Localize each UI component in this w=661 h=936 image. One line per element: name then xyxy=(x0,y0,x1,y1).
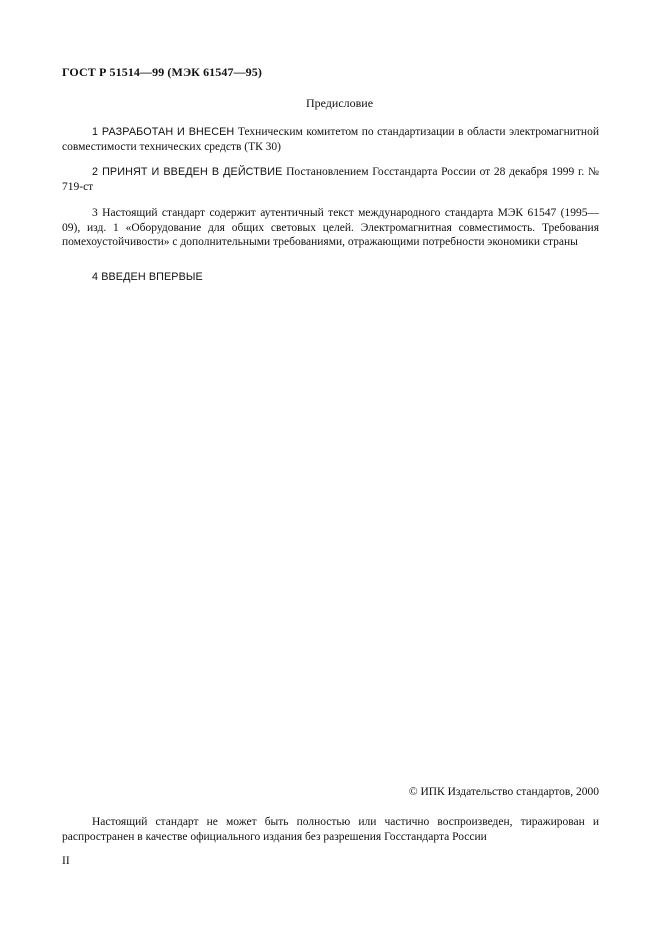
preface-item-3 xyxy=(62,206,599,250)
preface-item-4-lead: 4 ВВЕДЕН ВПЕРВЫЕ xyxy=(92,271,203,283)
standard-id-header: ГОСТ Р 51514—99 (МЭК 61547—95) xyxy=(62,65,262,79)
copyright-line: © ИПК Издательство стандартов, 2000 xyxy=(408,786,599,798)
preface-item-1 xyxy=(62,125,599,154)
preface-item-3-text: 3 Настоящий стандарт содержит аутентичный текст международного стандарта МЭК 61547 (1995—09), изд. 1 «Оборудование для общих световых целей. Электромагнитная совместимость. Требования помехоустойчивости» с дополнительными требованиями, отражающими потребности экономики страны xyxy=(62,207,599,249)
preface-item-2-text: Постановлением Госстандарта России от 28 декабря 1999 г. № 719-ст xyxy=(62,166,600,193)
preface-item-2 xyxy=(62,165,599,194)
preface-item-4 xyxy=(62,270,599,285)
preface-title: Предисловие xyxy=(305,96,374,110)
page-number: II xyxy=(62,855,70,867)
preface-item-2-lead: 2 ПРИНЯТ И ВВЕДЕН В ДЕЙСТВИЕ xyxy=(92,166,283,178)
preface-item-1-text: Техническим комитетом по стандартизации в области электромагнитной совместимости технических средств (ТК 30) xyxy=(62,126,599,153)
preface-item-1-lead: 1 РАЗРАБОТАН И ВНЕСЕН xyxy=(92,126,235,138)
reproduction-notice: Настоящий стандарт не может быть полностью или частично воспроизведен, тиражирован и распространен в качестве официального издания без разрешения Госстандарта России xyxy=(62,816,599,843)
